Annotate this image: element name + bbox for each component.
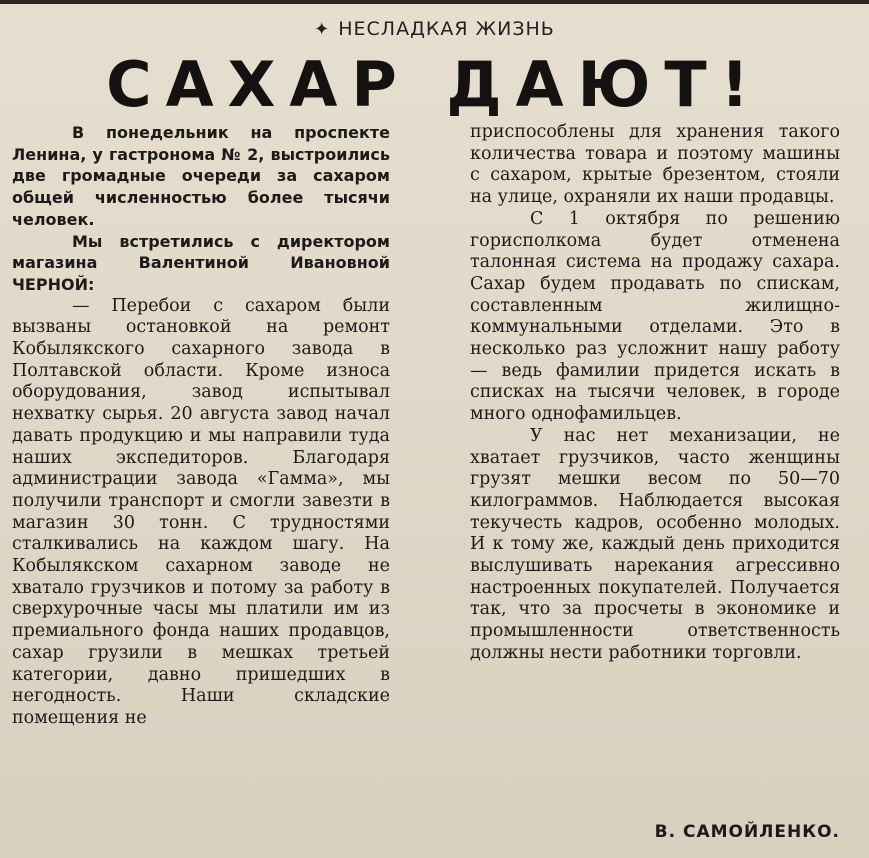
lead-paragraph: В понедельник на проспекте Ленина, у гастронома № 2, выстроились две громадные очереди за сахаром общей численностью более тысячи человек.: [12, 123, 390, 229]
author-signature: В. САМОЙЛЕНКО.: [654, 822, 840, 842]
article-column-1: [12, 122, 390, 730]
rubric-text: НЕСЛАДКАЯ ЖИЗНЬ: [338, 18, 555, 40]
body-paragraph: С 1 октября по решению горисполкома будет отменена талонная система на продажу сахара. Сахар будем продавать по спискам, составленным жилищно-коммунальными отделами. Это в несколько раз усложнит нашу работу — ведь фамилии придется искать в списках на тысячи человек, в городе много однофамильцев.: [470, 208, 840, 425]
body-paragraph: — Перебои с сахаром были вызваны остановкой на ремонт Кобылякского сахарного завода в Полтавской области. Кроме износа оборудования, завод испытывал нехватку сырья. 20 августа завод начал давать продукцию и мы направили туда наших экспедиторов. Благодаря администрации завода «Гамма», мы получили транспорт и смогли завезти в магазин 30 тонн. С трудностями сталкивались на каждом шагу. На Кобылякском сахарном заводе не хватало грузчиков и потому за работу в сверхурочные часы мы платили им из премиального фонда наших продавцов, сахар грузили в мешках третьей категории, давно пришедших в негодность. Наши складские помещения не: [12, 295, 390, 728]
headline: САХАР ДАЮТ!: [106, 48, 763, 121]
article-column-2: [470, 122, 840, 665]
body-paragraph: приспособлены для хранения такого количества товара и поэтому машины с сахаром, крытые брезентом, стояли на улице, охраняли их наши продавцы.: [470, 122, 840, 208]
body-paragraph: У нас нет механизации, не хватает грузчиков, часто женщины грузят мешки весом по 50—70 килограммов. Наблюдается высокая текучесть кадров, особенно молодых. И к тому же, каждый день приходится выслушивать нарекания агрессивно настроенных покупателей. Получается так, что за просчеты в экономике и промышленности ответственность должны нести работники торговли.: [470, 425, 840, 663]
star-icon: ✦: [314, 19, 331, 40]
intro-paragraph: Мы встретились с директором магазина Валентиной Ивановной ЧЕРНОЙ:: [12, 231, 390, 294]
rubric: [0, 18, 869, 40]
top-rule: [0, 0, 869, 4]
